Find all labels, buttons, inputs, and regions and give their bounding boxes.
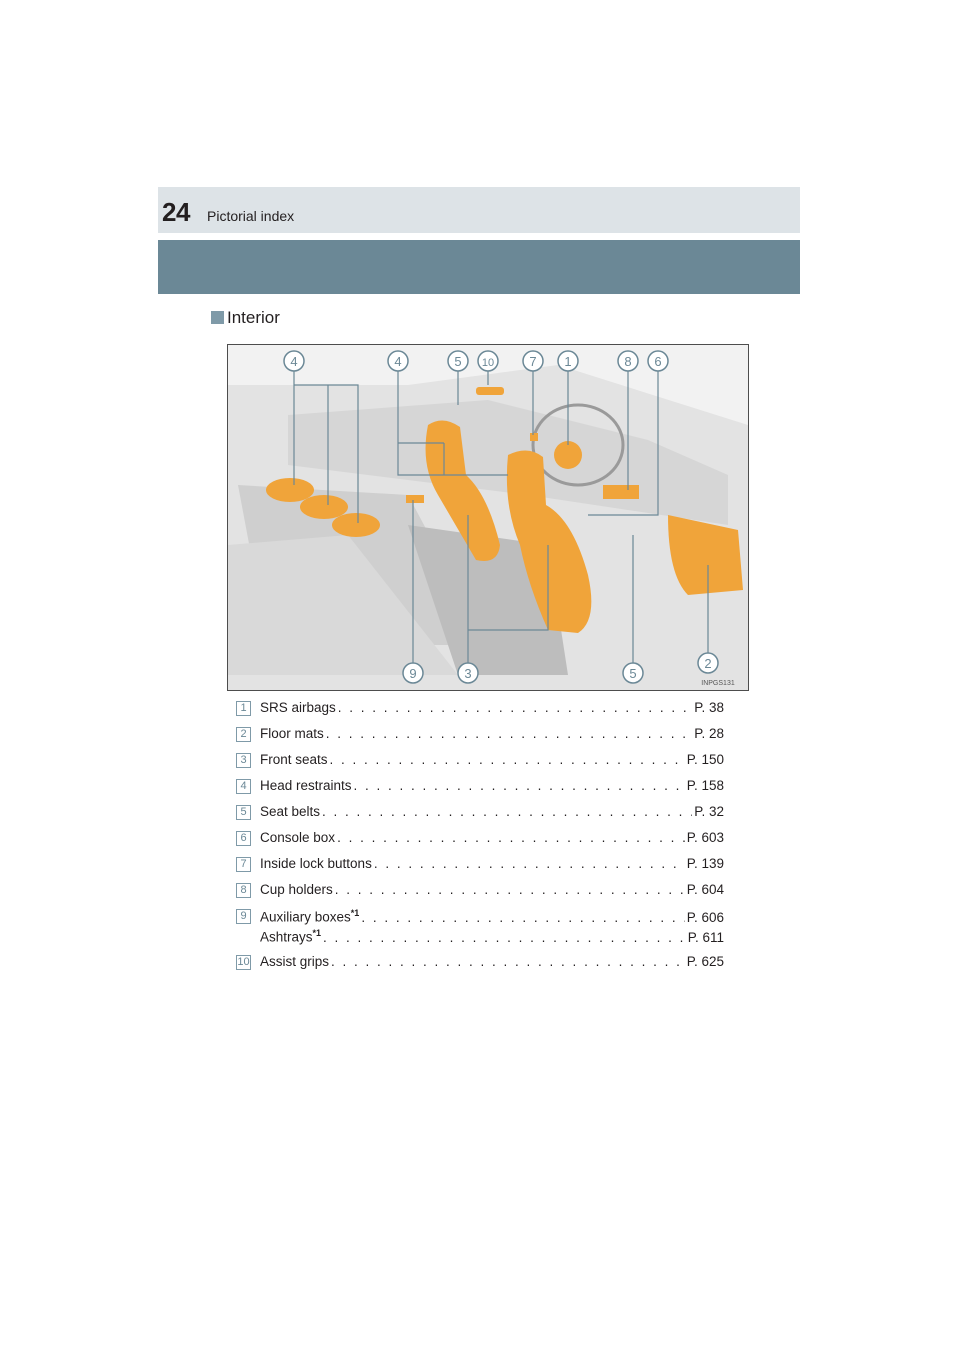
legend-item bbox=[236, 698, 724, 724]
legend-name: Cup holders bbox=[260, 882, 333, 897]
legend-name-text: Auxiliary boxes bbox=[260, 909, 351, 925]
legend-name bbox=[260, 928, 321, 945]
legend-number: 2 bbox=[236, 727, 251, 742]
cup-holder bbox=[603, 485, 639, 499]
section-heading bbox=[211, 308, 280, 328]
svg-text:6: 6 bbox=[654, 354, 662, 369]
leader-dots bbox=[335, 882, 685, 897]
legend-name: Floor mats bbox=[260, 726, 324, 741]
callout-8 bbox=[618, 351, 638, 371]
leader-dots bbox=[322, 804, 692, 819]
svg-text:4: 4 bbox=[290, 354, 298, 369]
leader-dots bbox=[337, 830, 685, 845]
callout-5b bbox=[623, 663, 643, 683]
legend-number: 1 bbox=[236, 701, 251, 716]
leader-dots bbox=[374, 856, 685, 871]
legend-entry bbox=[260, 752, 724, 772]
interior-illustration bbox=[227, 344, 749, 691]
legend-name: Seat belts bbox=[260, 804, 321, 819]
svg-text:2: 2 bbox=[704, 656, 712, 671]
legend-number: 10 bbox=[237, 956, 250, 968]
legend-item bbox=[236, 880, 724, 906]
leader-dots bbox=[330, 752, 685, 767]
leader-dots bbox=[338, 700, 692, 715]
legend-list bbox=[236, 698, 724, 978]
square-bullet-icon bbox=[211, 311, 224, 324]
legend-entry bbox=[260, 778, 724, 798]
callout-3 bbox=[458, 663, 478, 683]
legend-name: Inside lock buttons bbox=[260, 856, 372, 871]
legend-number: 8 bbox=[236, 883, 251, 898]
legend-page[interactable]: P. 158 bbox=[686, 778, 724, 793]
legend-item bbox=[236, 724, 724, 750]
legend-name: Head restraints bbox=[260, 778, 352, 793]
legend-page[interactable]: P. 625 bbox=[686, 954, 724, 969]
legend-page[interactable]: P. 32 bbox=[694, 804, 724, 819]
leader-dots bbox=[331, 954, 685, 969]
callout-7 bbox=[523, 351, 543, 371]
svg-text:5: 5 bbox=[629, 666, 637, 681]
callout-4b bbox=[388, 351, 408, 371]
legend-page[interactable]: P. 150 bbox=[686, 752, 724, 767]
legend-item bbox=[236, 776, 724, 802]
callout-9 bbox=[403, 663, 423, 683]
legend-name: Assist grips bbox=[260, 954, 330, 969]
legend-number: 4 bbox=[236, 779, 251, 794]
legend-page[interactable]: P. 611 bbox=[687, 929, 724, 945]
legend-item bbox=[236, 854, 724, 880]
inside-lock-button bbox=[530, 433, 538, 441]
svg-text:1: 1 bbox=[564, 354, 572, 369]
legend-page[interactable]: P. 28 bbox=[694, 726, 724, 741]
leader-dots bbox=[323, 930, 686, 945]
legend-page[interactable]: P. 139 bbox=[686, 856, 724, 871]
svg-text:8: 8 bbox=[624, 354, 632, 369]
legend-item bbox=[236, 828, 724, 854]
svg-text:3: 3 bbox=[464, 666, 472, 681]
legend-page[interactable]: P. 38 bbox=[694, 700, 724, 715]
legend-item bbox=[236, 750, 724, 776]
interior-drawing bbox=[228, 345, 748, 690]
callout-5a bbox=[448, 351, 468, 371]
legend-number: 7 bbox=[236, 857, 251, 872]
legend-name-text: Ashtrays bbox=[260, 929, 313, 945]
leader-dots bbox=[361, 910, 684, 925]
legend-page[interactable]: P. 606 bbox=[686, 909, 724, 925]
svg-text:5: 5 bbox=[454, 354, 462, 369]
header-title: Pictorial index bbox=[207, 208, 295, 224]
assist-grip bbox=[476, 387, 504, 395]
legend-number: 5 bbox=[236, 805, 251, 820]
legend-name: Console box bbox=[260, 830, 336, 845]
svg-text:10: 10 bbox=[481, 357, 495, 369]
steering-airbag bbox=[554, 441, 582, 469]
leader-dots bbox=[354, 778, 685, 793]
image-code: INPGS131 bbox=[701, 680, 735, 687]
legend-number: 6 bbox=[236, 831, 251, 846]
legend-entry bbox=[260, 830, 724, 850]
legend-entry bbox=[260, 700, 724, 720]
legend-name bbox=[260, 908, 359, 925]
legend-page[interactable]: P. 604 bbox=[686, 882, 724, 897]
auxiliary-box bbox=[406, 495, 424, 503]
svg-text:9: 9 bbox=[409, 666, 417, 681]
legend-name: Front seats bbox=[260, 752, 328, 767]
callout-4a bbox=[284, 351, 304, 371]
rear-head-restraint-right bbox=[332, 513, 380, 537]
callout-1 bbox=[558, 351, 578, 371]
legend-number: 9 bbox=[236, 909, 251, 924]
legend-item bbox=[236, 952, 724, 978]
legend-entry bbox=[260, 954, 724, 974]
legend-entry-secondary bbox=[260, 928, 724, 948]
svg-text:7: 7 bbox=[529, 354, 537, 369]
legend-item bbox=[236, 906, 724, 952]
footnote-mark: *1 bbox=[312, 928, 322, 938]
rear-head-restraint-center bbox=[300, 495, 348, 519]
legend-number: 3 bbox=[236, 753, 251, 768]
legend-page[interactable]: P. 603 bbox=[686, 830, 724, 845]
legend-item bbox=[236, 802, 724, 828]
page-number: 24 bbox=[162, 197, 190, 227]
legend-entry bbox=[260, 726, 724, 746]
callout-6 bbox=[648, 351, 668, 371]
footnote-mark: *1 bbox=[350, 908, 360, 918]
section-band bbox=[158, 240, 800, 294]
legend-entry bbox=[260, 882, 724, 902]
legend-entry bbox=[260, 908, 724, 928]
svg-text:4: 4 bbox=[394, 354, 402, 369]
section-heading-text: Interior bbox=[227, 308, 280, 327]
legend-name: SRS airbags bbox=[260, 700, 336, 715]
leader-dots bbox=[326, 726, 692, 741]
rear-head-restraint-left bbox=[266, 478, 314, 502]
callout-2 bbox=[698, 653, 718, 673]
legend-entry bbox=[260, 856, 724, 876]
legend-entry bbox=[260, 804, 724, 824]
callout-10 bbox=[478, 351, 498, 371]
